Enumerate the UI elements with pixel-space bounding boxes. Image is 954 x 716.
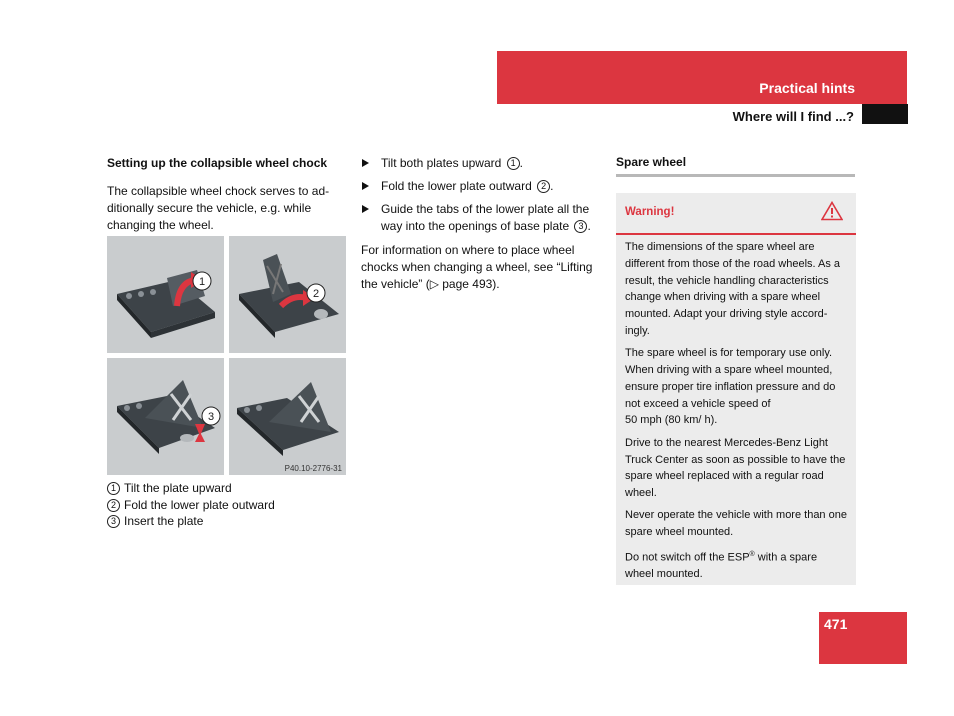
instruction-step: [361, 201, 606, 235]
page-number: 471: [824, 616, 848, 632]
warning-body: [616, 235, 856, 583]
step-text: Guide the tabs of the lower plate all the way into the openings of base plate: [381, 202, 590, 233]
esp-text: Do not switch off the ESP: [625, 551, 750, 564]
svg-text:1: 1: [198, 276, 206, 288]
chock-step-2-illustration: [229, 236, 346, 353]
figure-panel-fold: [229, 236, 346, 353]
legend-item: [107, 497, 275, 514]
step-end: .: [550, 179, 554, 193]
callout-number: 1: [107, 482, 120, 495]
instruction-step: [361, 178, 606, 195]
figure-panel-tilt: [107, 236, 224, 353]
bullet-triangle-icon: [362, 182, 369, 190]
callout-number: 3: [574, 220, 587, 233]
warning-paragraph: Drive to the nearest Mercedes-Benz Light Truck Center as soon as possible to have the spare wheel replaced with a regular road wheel.: [625, 436, 846, 500]
legend-text: Tilt the plate upward: [124, 481, 232, 495]
warning-box: [616, 193, 856, 585]
section-title: Practical hints: [759, 80, 855, 96]
wheel-chock-intro: The collapsible wheel chock serves to ad-ditionally secure the vehicle, e.g. while changing the wheel.: [107, 184, 330, 232]
chock-step-1-illustration: [107, 236, 224, 353]
chock-assembled-illustration: [229, 358, 346, 475]
callout-number: 1: [507, 157, 520, 170]
middle-column: [361, 155, 606, 293]
bullet-triangle-icon: [362, 205, 369, 213]
warning-triangle-icon: [821, 201, 843, 221]
warning-header: [616, 193, 856, 235]
legend-item: [107, 513, 275, 530]
step-end: .: [519, 156, 523, 170]
callout-number: 2: [537, 180, 550, 193]
warning-paragraph: The spare wheel is for temporary use only. When driving with a spare wheel mounted, ensure proper tire inflation pressure and do not exceed a vehicle speed of: [625, 347, 836, 410]
bullet-triangle-icon: [362, 159, 369, 167]
wheel-chock-heading: Setting up the collapsible wheel chock: [107, 156, 328, 170]
figure-panel-insert: [107, 358, 224, 475]
wheel-chock-figure: [107, 236, 347, 476]
step-text: Fold the lower plate outward: [381, 179, 532, 193]
callout-number: 3: [107, 515, 120, 528]
svg-text:2: 2: [312, 288, 320, 300]
warning-speed-limit: 50 mph (80 km/ h).: [625, 414, 718, 427]
right-column: [616, 155, 856, 580]
figure-panel-finished: [229, 358, 346, 475]
warning-paragraph: Never operate the vehicle with more than one spare wheel mounted.: [625, 509, 847, 539]
left-column: [107, 155, 347, 234]
subsection-title: Where will I find ...?: [732, 109, 854, 124]
wheel-chock-info: For information on where to place wheel chocks when changing a wheel, see “Lifting the vehicle” (▷ page 493).: [361, 243, 593, 291]
warning-esp-paragraph: [625, 547, 847, 583]
registered-mark: ®: [749, 550, 755, 558]
figure-legend: [107, 480, 275, 530]
header-band: [497, 51, 907, 104]
legend-text: Insert the plate: [124, 514, 204, 528]
esp-text-end: with a spare wheel mounted.: [625, 551, 818, 580]
warning-label: Warning!: [625, 206, 675, 218]
callout-number: 2: [107, 499, 120, 512]
legend-item: [107, 480, 275, 497]
header-tab-marker: [862, 104, 908, 124]
legend-text: Fold the lower plate outward: [124, 497, 275, 512]
step-end: .: [587, 219, 591, 233]
svg-text:3: 3: [207, 411, 215, 423]
spare-wheel-heading: Spare wheel: [616, 155, 855, 177]
figure-code: P40.10-2776-31: [284, 464, 342, 473]
step-text: Tilt both plates upward: [381, 156, 502, 170]
warning-paragraph: The dimensions of the spare wheel are different from those of the road wheels. As a result, the vehicle handling characteristics change when driving with a spare wheel mounted. Adapt your driving style accord-ingly.: [625, 241, 841, 337]
instruction-step: [361, 155, 606, 172]
chock-step-3-illustration: [107, 358, 224, 475]
